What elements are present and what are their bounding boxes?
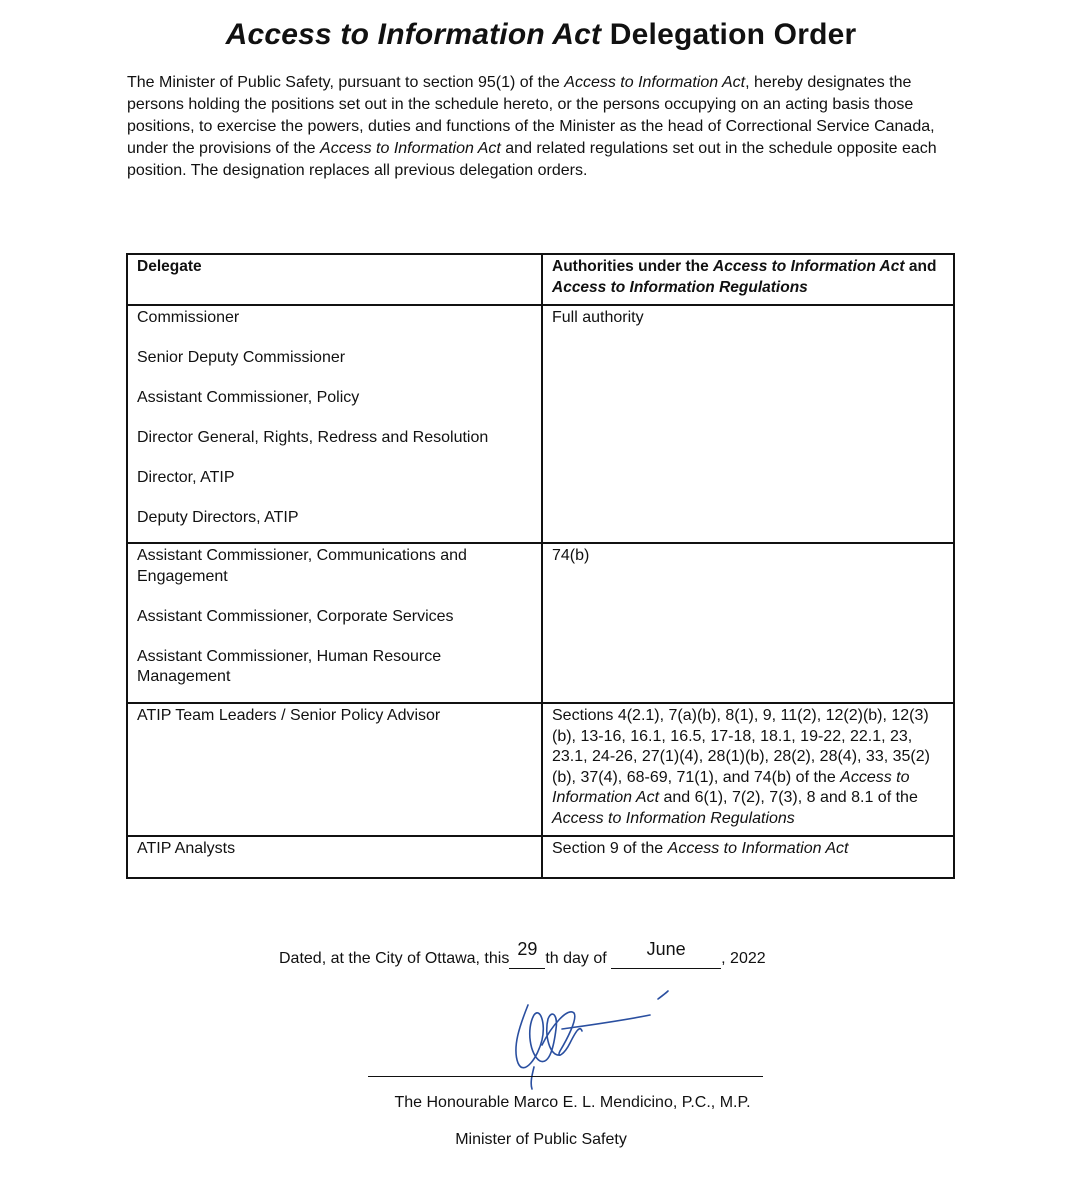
signatory-name: The Honourable Marco E. L. Mendicino, P.C., M.P. bbox=[394, 1094, 751, 1111]
signature-line bbox=[368, 1076, 763, 1077]
intro-italic-1: Access to Information Act bbox=[564, 74, 746, 91]
document-title bbox=[0, 18, 1082, 52]
delegates-cell bbox=[127, 305, 542, 543]
delegate-entry: ATIP Analysts bbox=[137, 840, 236, 857]
signatory-title: Minister of Public Safety bbox=[455, 1131, 627, 1148]
header-delegate: Delegate bbox=[127, 254, 542, 305]
title-italic: Access to Information Act bbox=[225, 18, 602, 51]
authority-cell: Full authority bbox=[542, 305, 954, 543]
intro-paragraph bbox=[127, 72, 967, 182]
dated-mid: th day of bbox=[545, 950, 607, 967]
day-blank bbox=[509, 939, 545, 969]
dated-prefix: Dated, at the City of Ottawa, this bbox=[279, 950, 510, 967]
authority-text-1: Section 9 of the bbox=[552, 840, 668, 857]
delegate-entry: Director, ATIP bbox=[137, 469, 235, 486]
delegate-entry: Commissioner bbox=[137, 309, 240, 326]
delegates-cell bbox=[127, 703, 542, 836]
table-row bbox=[127, 305, 954, 543]
delegation-schedule-table bbox=[126, 253, 955, 879]
intro-text-2: , hereby designates the persons holding the positions set out in the schedule hereto, or the persons occupying on an acting basis those positions, to exercise the powers, duties and functions of the Minister as the head of Correctional Service Canada, under the provisions of the bbox=[127, 74, 935, 157]
delegate-entry: ATIP Team Leaders / Senior Policy Advisor bbox=[137, 707, 441, 724]
delegates-cell bbox=[127, 836, 542, 878]
header-auth-italic-2: Access to Information Regulations bbox=[552, 278, 808, 296]
delegate-entry: Assistant Commissioner, Policy bbox=[137, 389, 360, 406]
header-auth-text-1: Authorities under the bbox=[552, 258, 714, 275]
month-blank bbox=[611, 939, 721, 969]
day-value: 29 bbox=[517, 939, 538, 959]
delegate-entry: Senior Deputy Commissioner bbox=[137, 349, 346, 366]
authority-cell: 74(b) bbox=[542, 543, 954, 703]
authority-text-1: Sections 4(2.1), 7(a)(b), 8(1), 9, 11(2), 12(2)(b), 12(3)(b), 13-16, 16.1, 16.5, 17-18, 18.1, 19-22, 22.1, 23, 23.1, 24-26, 27(1)(4), 28(1)(b), 28(2), 28(4), 33, 35(2)(b), 37(4), 68-69, 71(1), and 74(b) of the bbox=[552, 707, 930, 786]
table-row bbox=[127, 703, 954, 836]
header-auth-text-2: and bbox=[904, 258, 937, 275]
delegate-entry: Director General, Rights, Redress and Resolution bbox=[137, 429, 489, 446]
intro-italic-2: Access to Information Act bbox=[320, 140, 501, 157]
table-row bbox=[127, 543, 954, 703]
delegate-entry: Assistant Commissioner, Communications and Engagement bbox=[137, 547, 467, 585]
authority-italic-2: Access to Information Regulations bbox=[552, 809, 795, 827]
header-auth-italic-1: Access to Information Act bbox=[713, 258, 905, 275]
month-value: June bbox=[646, 939, 686, 959]
authority-cell bbox=[542, 836, 954, 878]
delegates-cell bbox=[127, 543, 542, 703]
intro-text-3: and related regulations set out in the schedule opposite each position. The designation replaces all previous delegation orders. bbox=[127, 140, 937, 179]
delegate-entry: Assistant Commissioner, Human Resource Management bbox=[137, 647, 442, 685]
header-authorities bbox=[542, 254, 954, 305]
handwritten-signature bbox=[490, 985, 680, 1090]
authority-cell bbox=[542, 703, 954, 836]
intro-text-1: The Minister of Public Safety, pursuant to section 95(1) of the bbox=[127, 74, 565, 91]
delegate-entry: Deputy Directors, ATIP bbox=[137, 509, 299, 526]
title-rest: Delegation Order bbox=[609, 18, 857, 51]
authority-italic-1: Access to Information Act bbox=[667, 840, 849, 857]
dated-year: , 2022 bbox=[721, 950, 766, 967]
table-header-row bbox=[127, 254, 954, 305]
dated-line bbox=[279, 939, 766, 969]
delegate-entry: Assistant Commissioner, Corporate Services bbox=[137, 607, 454, 625]
authority-italic-1: Access to Information Act bbox=[552, 768, 910, 806]
table-row bbox=[127, 836, 954, 878]
authority-text-2: and 6(1), 7(2), 7(3), 8 and 8.1 of the bbox=[659, 789, 918, 806]
